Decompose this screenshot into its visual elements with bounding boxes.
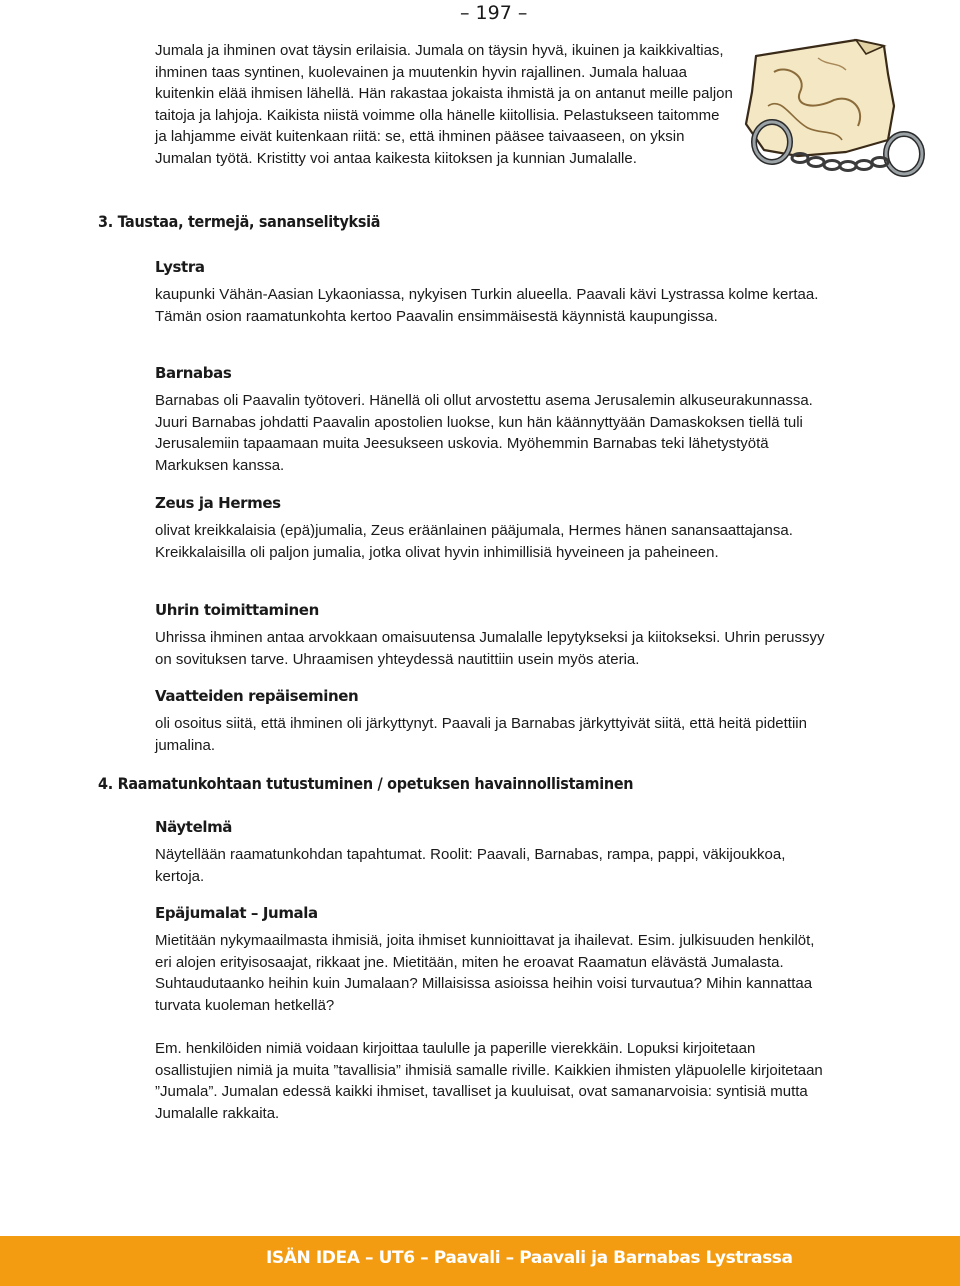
term-title: Uhrin toimittaminen xyxy=(155,601,319,619)
term-barnabas xyxy=(155,364,835,477)
page-number: – 197 – xyxy=(460,2,528,24)
block-text-2: Em. henkilöiden nimiä voidaan kirjoittaa taululle ja paperille vierekkäin. Lopuksi kirjoitetaan osallistujien nimiä ja muita ”tavallisia” ihmisiä samalle riville. Kaikkien ihmisten yläpuolelle kirjoitetaan ”Jumala”. Jumalan edessä kaikki ihmiset, tavalliset ja kuuluisat, ovat samanarvoisia: syntisiä mutta Jumalalle rakkaita. xyxy=(155,1039,823,1122)
term-title: Zeus ja Hermes xyxy=(155,494,281,512)
block-text: Näytellään raamatunkohdan tapahtumat. Roolit: Paavali, Barnabas, rampa, pappi, väkijoukkoa, kertoja. xyxy=(155,846,786,885)
term-title: Vaatteiden repäiseminen xyxy=(155,687,359,705)
block-title: Näytelmä xyxy=(155,818,233,836)
intro-text: Jumala ja ihminen ovat täysin erilaisia. Jumala on täysin hyvä, ikuinen ja kaikkivaltias, ihminen taas syntinen, kuolevainen ja muutenkin hyvin rajallinen. Jumala haluaa kuitenkin elää ihmisen lähellä. Hän rakastaa jokaista ihmistä ja on antanut meille paljon taitoja ja lahjoja. Kaikista niistä voimme olla hänelle kiitollisia. Pelastukseen taitomme ja lahjamme eivät kuitenkaan riitä: se, että ihminen pääsee taivaaseen, on yksin Jumalan työtä. Kristitty voi antaa kaikesta kiitoksen ja kunnian Jumalalle. xyxy=(155,42,733,167)
term-title: Lystra xyxy=(155,258,205,276)
section-4-heading: 4. Raamatunkohtaan tutustuminen / opetuksen havainnollistaminen xyxy=(98,774,634,793)
block-text: Mietitään nykymaailmasta ihmisiä, joita ihmiset kunnioittavat ja ihailevat. Esim. julkisuuden henkilöt, eri alojen erityisosaajat, rikkaat jne. Mietitään, miten he eroavat Raamatun elävästä Jumalasta. Suhtaudutaanko heihin kuin Jumalaan? Millaisissa asioissa heihin voisi turvautua? Mihin kannattaa turvata kuoleman hetkellä? xyxy=(155,932,815,1015)
term-uhrin-toimittaminen xyxy=(155,601,835,670)
block-epajumalat-jumala xyxy=(155,904,835,1125)
term-zeus-hermes xyxy=(155,494,835,563)
intro-paragraph xyxy=(155,40,735,170)
term-text: Barnabas oli Paavalin työtoveri. Hänellä oli ollut arvostettu asema Jerusalemin alkuseurakunnassa. Juuri Barnabas johdatti Paavalin apostolien luokse, kun hän käännyttyään Damaskoksen tiellä tuli Jerusalemiin tapaamaan muita Jeesukseen uskovia. Myöhemmin Barnabas teki lähetystyötä Markuksen kanssa. xyxy=(155,392,813,475)
map-and-shackles-icon xyxy=(738,36,942,186)
term-text: oli osoitus siitä, että ihminen oli järkyttynyt. Paavali ja Barnabas järkyttyivät siitä, että heitä pidettiin jumalina. xyxy=(155,715,807,754)
term-text: Uhrissa ihminen antaa arvokkaan omaisuutensa Jumalalle lepytykseksi ja kiitokseksi. Uhrin perussyy on sovituksen tarve. Uhraamisen yhteydessä nautittiin usein myös ateria. xyxy=(155,629,825,668)
footer-text: ISÄN IDEA – UT6 – Paavali – Paavali ja Barnabas Lystrassa xyxy=(266,1248,793,1268)
block-naytelma xyxy=(155,818,835,887)
term-vaatteiden-repaiseminen xyxy=(155,687,835,756)
term-text: olivat kreikkalaisia (epä)jumalia, Zeus eräänlainen pääjumala, Hermes hänen sanansaattajansa. Kreikkalaisilla oli paljon jumalia, jotka olivat hyvin inhimillisiä hyveineen ja paheineen. xyxy=(155,522,793,561)
term-text: kaupunki Vähän-Aasian Lykaoniassa, nykyisen Turkin alueella. Paavali kävi Lystrassa kolme kertaa. Tämän osion raamatunkohta kertoo Paavalin ensimmäisestä käynnistä kaupungissa. xyxy=(155,286,819,325)
section-3-heading: 3. Taustaa, termejä, sananselityksiä xyxy=(98,212,381,231)
term-title: Barnabas xyxy=(155,364,232,382)
term-lystra xyxy=(155,258,835,327)
footer-bar xyxy=(0,1236,960,1286)
block-title: Epäjumalat – Jumala xyxy=(155,904,318,922)
